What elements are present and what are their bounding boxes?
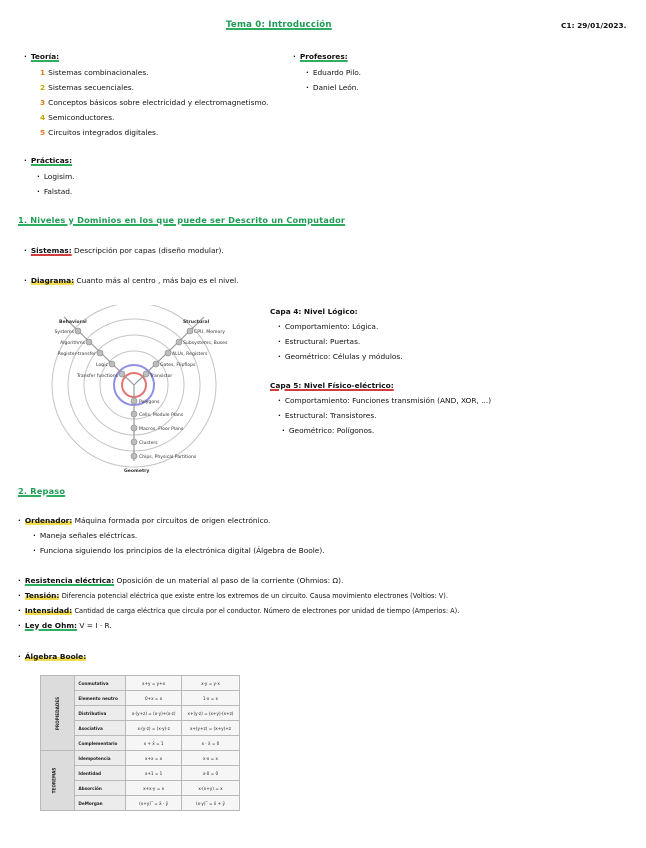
label-bottom: Cells, Module Plans (139, 413, 184, 418)
practicas-label-text: Prácticas: (30, 156, 73, 165)
label-structural: Structural (183, 320, 210, 325)
table-cell: x + x̄ = 1 (126, 736, 182, 751)
table-cell: x+y = y+x (126, 676, 182, 691)
node (109, 361, 115, 367)
table-cell: x+x·y = x (126, 781, 182, 796)
table-cell: 0+x = x (126, 691, 182, 706)
diagrama-line (24, 276, 239, 285)
capa4-item: · Estructural: Puertas. (278, 337, 360, 346)
boole-table (40, 675, 240, 811)
group-label: TEOREMAS (51, 767, 57, 794)
group-teoremas (41, 751, 75, 811)
teoria-num: 2 (40, 83, 46, 92)
label-bottom: Macros, Floor Plans (139, 427, 184, 432)
label-right: Gates, Flipflops (160, 363, 196, 368)
capa5-item: · Comportamiento: Funciones transmisión (AND, XOR, ...) (278, 396, 491, 405)
tension-label: Tensión: (24, 591, 60, 600)
capa4-title: Capa 4: Nivel Lógico: (270, 307, 358, 316)
resistencia-label: Resistencia eléctrica: (24, 576, 115, 585)
table-cell: x·x = x (181, 751, 239, 766)
teoria-item-4 (40, 113, 114, 122)
profesor-item-2: · Daniel León. (306, 83, 359, 92)
table-cell: Absorción (75, 781, 126, 796)
table-cell: Distributiva (75, 706, 126, 721)
sistemas-line (24, 246, 224, 255)
ohm-label: Ley de Ohm: (24, 621, 78, 630)
label-left: Transfer functions (76, 374, 118, 379)
ohm-line (18, 621, 112, 630)
ordenador-item: · Maneja señales eléctricas. (33, 531, 137, 540)
table-cell: (x+y)‾ = x̄ · ȳ (126, 796, 182, 811)
table-cell: Identidad (75, 766, 126, 781)
ordenador-item: · Funciona siguiendo los principios de la electrónica digital (Álgebra de Boole). (33, 546, 325, 555)
teoria-label (24, 52, 59, 61)
profesor-item-1: · Eduardo Pilo. (306, 68, 361, 77)
practica-item-2: · Falstad. (37, 187, 72, 196)
table-cell: x+x = x (126, 751, 182, 766)
ordenador-line (18, 516, 270, 525)
tension-line (18, 591, 448, 600)
node (131, 398, 137, 404)
profesores-label (293, 52, 348, 61)
table-cell: Complementario (75, 736, 126, 751)
label-right: CPU, Memory (194, 330, 225, 335)
node (131, 411, 137, 417)
teoria-text: Sistemas secuenciales. (48, 83, 134, 92)
teoria-num: 5 (40, 128, 46, 137)
label-left: Logic (95, 363, 108, 368)
node (131, 439, 137, 445)
node (131, 453, 137, 459)
label-behavioral: Behavioral (59, 320, 87, 325)
table-cell: Elemento neutro (75, 691, 126, 706)
teoria-text: Sistemas combinacionales. (48, 68, 149, 77)
ordenador-label: Ordenador: (24, 516, 73, 525)
date-label: C1: 29/01/2023. (561, 21, 627, 30)
table-row (41, 676, 240, 691)
teoria-text: Circuitos integrados digitales. (48, 128, 159, 137)
sistemas-text: Descripción por capas (diseño modular). (74, 246, 224, 255)
label-bottom: Clusters (139, 441, 158, 446)
resistencia-line (18, 576, 343, 585)
label-bottom: Chips, Physical Partitions (139, 455, 197, 460)
table-cell: Asociativa (75, 721, 126, 736)
section2-title: 2. Repaso (18, 486, 66, 496)
practicas-label (24, 156, 72, 165)
capa4-item: · Comportamiento: Lógica. (278, 322, 378, 331)
node (75, 328, 81, 334)
boole-label: Álgebra Boole: (24, 652, 87, 661)
table-cell: x+(y·z) = (x+y)·(x+z) (181, 706, 239, 721)
node (143, 371, 149, 377)
capa5-item: · Geométrico: Polígonos. (282, 426, 374, 435)
intensidad-line (18, 606, 459, 615)
label-left: Systems (54, 330, 74, 335)
group-propiedades (41, 676, 75, 751)
table-row (41, 751, 240, 766)
node (97, 350, 103, 356)
tension-text: Diferencia potencial eléctrica que existe entre los extremos de un circuito. Causa movimiento electrones (Voltios: V). (61, 592, 448, 600)
teoria-item-1 (40, 68, 149, 77)
table-cell: Idempotencia (75, 751, 126, 766)
table-cell: DeMorgan (75, 796, 126, 811)
table-cell: x·y = y·x (181, 676, 239, 691)
capa5-item: · Estructural: Transistores. (278, 411, 377, 420)
diagrama-label: Diagrama: (30, 276, 75, 285)
teoria-num: 3 (40, 98, 46, 107)
capa5-title: Capa 5: Nivel Físico-eléctrico: (270, 381, 394, 390)
teoria-text: Conceptos básicos sobre electricidad y electromagnetismo. (48, 98, 269, 107)
table-cell: Conmutativa (75, 676, 126, 691)
teoria-item-2 (40, 83, 134, 92)
table-cell: 1·x = x (181, 691, 239, 706)
teoria-text: Semiconductores. (48, 113, 115, 122)
node (119, 371, 125, 377)
capa4-item: · Geométrico: Células y módulos. (278, 352, 403, 361)
intensidad-text: Cantidad de carga eléctrica que circula por el conductor. Número de electrones por unidad de tiempo (Amperios: A). (74, 607, 460, 615)
table-cell: x·0 = 0 (181, 766, 239, 781)
table-cell: x+1 = 1 (126, 766, 182, 781)
teoria-item-3 (40, 98, 268, 107)
practica-item-1: · Logisim. (37, 172, 75, 181)
label-left: Register-transfer (57, 352, 96, 357)
teoria-num: 1 (40, 68, 46, 77)
boole-line (18, 652, 86, 661)
teoria-item-5 (40, 128, 158, 137)
table-cell: (x·y)‾ = x̄ + ȳ (181, 796, 239, 811)
label-right: Subsystems, Buses (183, 341, 228, 346)
diagrama-text: Cuanto más al centro , más bajo es el nivel. (76, 276, 239, 285)
node (153, 361, 159, 367)
table-cell: x·(x+y) = x (181, 781, 239, 796)
group-label: PROPIEDADES (55, 696, 61, 730)
table-cell: x·(y+z) = (x·y)+(x·z) (126, 706, 182, 721)
table-cell: x · x̄ = 0 (181, 736, 239, 751)
node (165, 350, 171, 356)
sistemas-label: Sistemas: (30, 246, 72, 255)
resistencia-text: Oposición de un material al paso de la corriente (Ohmios: Ω). (116, 576, 344, 585)
label-right: ALUs, Registers (172, 352, 208, 357)
intensidad-label: Intensidad: (24, 606, 73, 615)
label-left: Algorithms (60, 341, 85, 346)
page-title: Tema 0: Introducción (226, 20, 332, 30)
teoria-num: 4 (40, 113, 46, 122)
section1-title: 1. Niveles y Dominios en los que puede ser Descrito un Computador (18, 215, 346, 225)
node (176, 339, 182, 345)
profesores-label-text: Profesores: (299, 52, 348, 61)
ordenador-text: Máquina formada por circuitos de origen electrónico. (74, 516, 271, 525)
node (131, 425, 137, 431)
ohm-text: V = I · R. (79, 621, 112, 630)
node (187, 328, 193, 334)
teoria-label-text: Teoría: (30, 52, 60, 61)
table-cell: x·(y·z) = (x·y)·z (126, 721, 182, 736)
node (86, 339, 92, 345)
label-geometry: Geometry (124, 469, 150, 474)
y-chart-diagram (50, 305, 250, 477)
label-right: Transistor (150, 374, 173, 379)
label-bottom: Polygons (139, 400, 160, 405)
table-cell: x+(y+z) = (x+y)+z (181, 721, 239, 736)
